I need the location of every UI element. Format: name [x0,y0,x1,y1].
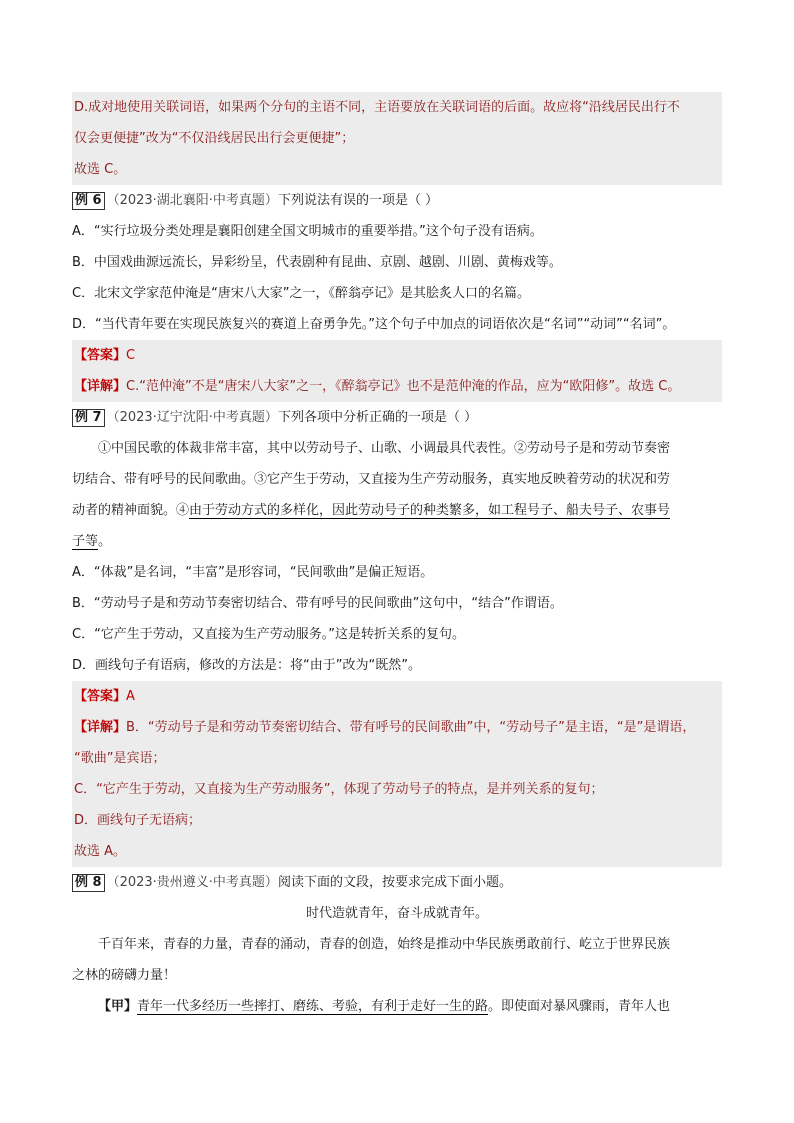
ex7-source: （2023·辽宁沈阳·中考真题） [106,410,278,425]
ex7-detail-4: D．画线句子无语病； [74,813,202,828]
ex7-detail-5: 故选 A。 [74,844,127,859]
ex8-para-2-rest: 。即使面对暴风骤雨，青年人也 [488,999,671,1014]
prev-line-3: 故选 C。 [74,162,127,177]
ex8-source: （2023·贵州遵义·中考真题） [106,875,278,890]
ex6-detail [72,371,722,402]
document-page [72,92,722,1022]
ex7-passage-line-3-start: 动者的精神面貌。④ [72,503,190,518]
ex7-passage-line-4-end: 。 [98,534,112,549]
ex7-detail-3: C．“它产生于劳动，又直接为生产劳动服务”，体现了劳动号子的特点，是并列关系的复句； [74,782,604,797]
ex8-stem: 阅读下面的文段，按要求完成下面小题。 [277,875,512,890]
ex7-passage-line-3 [72,495,722,526]
ex7-question [72,402,722,433]
ex6-answer-block [72,340,722,402]
ex6-detail-tag: 【详解】 [74,379,127,394]
ex7-passage-line-1: ①中国民歌的体裁非常丰富，其中以劳动号子、山歌、小调最具代表性。②劳动号子是和劳动节奏密 [98,441,671,456]
ex7-passage-line-4 [72,526,722,557]
ex8-para-1a: 千百年来，青春的力量，青春的涌动，青春的创造，始终是推动中华民族勇敢前行、屹立于世界民族 [98,937,671,952]
ex6-answer [72,340,722,371]
ex6-question [72,185,722,216]
ex7-answer [72,681,722,712]
ex7-stem: 下列各项中分析正确的一项是（ ） [277,410,478,425]
ex7-option-d: D．画线句子有语病，修改的方法是：将“由于”改为“既然”。 [72,658,421,673]
ex7-detail-tag: 【详解】 [74,720,127,735]
example-7 [72,402,722,867]
ex6-source: （2023·湖北襄阳·中考真题） [106,193,278,208]
ex6-option-b: B．中国戏曲源远流长，异彩纷呈，代表剧种有昆曲、京剧、越剧、川剧、黄梅戏等。 [72,255,562,270]
ex7-label: 例 7 [72,409,105,427]
ex7-answer-value: A [126,689,135,704]
ex7-answer-tag: 【答案】 [74,689,127,704]
ex7-passage-line-2: 切结合、带有呼号的民间歌曲。③它产生于劳动，又直接为生产劳动服务，真实地反映着劳动的状况和劳 [72,472,671,487]
example-6 [72,185,722,402]
ex8-label: 例 8 [72,874,105,892]
ex7-option-a: A．“体裁”是名词，“丰富”是形容词，“民间歌曲”是偏正短语。 [72,565,434,580]
ex6-label: 例 6 [72,192,105,210]
previous-explanation [72,92,722,185]
ex6-option-c: C．北宋文学家范仲淹是“唐宋八大家”之一，《醉翁亭记》是其脍炙人口的名篇。 [72,286,531,301]
ex7-option-b: B．“劳动号子是和劳动节奏密切结合、带有呼号的民间歌曲”这句中，“结合”作谓语。 [72,596,563,611]
ex6-answer-tag: 【答案】 [74,348,127,363]
ex8-para-2 [72,991,722,1022]
ex8-underlined-sentence: 青年一代多经历一些摔打、磨练、考验，有利于走好一生的路 [137,999,489,1014]
ex6-detail-text: C.“范仲淹”不是“唐宋八大家”之一，《醉翁亭记》也不是范仲淹的作品，应为“欧阳修”。故选 C。 [126,379,681,394]
ex8-para-1b: 之林的磅礴力量！ [72,968,177,983]
ex6-answer-value: C [126,348,136,363]
example-8 [72,867,722,1022]
ex8-question [72,867,722,898]
ex6-option-a: A．“实行垃圾分类处理是襄阳创建全国文明城市的重要举措。”这个句子没有语病。 [72,224,543,239]
ex7-underlined-sentence: 由于劳动方式的多样化，因此劳动号子的种类繁多，如工程号子、船夫号子、农事号 [189,503,671,518]
ex7-answer-block [72,681,722,867]
ex7-passage [72,433,722,557]
ex7-option-c: C．“它产生于劳动，又直接为生产劳动服务。”这是转折关系的复句。 [72,627,466,642]
ex8-passage-title: 时代造就青年，奋斗成就青年。 [305,906,488,921]
ex7-underlined-sentence-end: 子等 [72,534,99,549]
ex6-option-d: D．“当代青年要在实现民族复兴的赛道上奋勇争先。”这个句子中加点的词语依次是“名词”“动词”“名词”。 [72,317,676,332]
prev-line-2: 仅会更便捷”改为“不仅沿线居民出行会更便捷”； [74,131,355,146]
prev-line-1: D.成对地使用关联词语，如果两个分句的主语不同，主语要放在关联词语的后面。故应将“沿线居民出行不 [74,100,680,115]
ex7-detail-2: “歌曲”是宾语； [74,751,166,766]
ex7-detail-text-1: B．“劳动号子是和劳动节奏密切结合、带有呼号的民间歌曲”中，“劳动号子”是主语，“是”是谓语， [126,720,696,735]
ex6-stem: 下列说法有误的一项是（ ） [277,193,439,208]
ex7-detail-1 [72,712,722,743]
ex8-para-2-tag: 【甲】 [98,999,138,1014]
